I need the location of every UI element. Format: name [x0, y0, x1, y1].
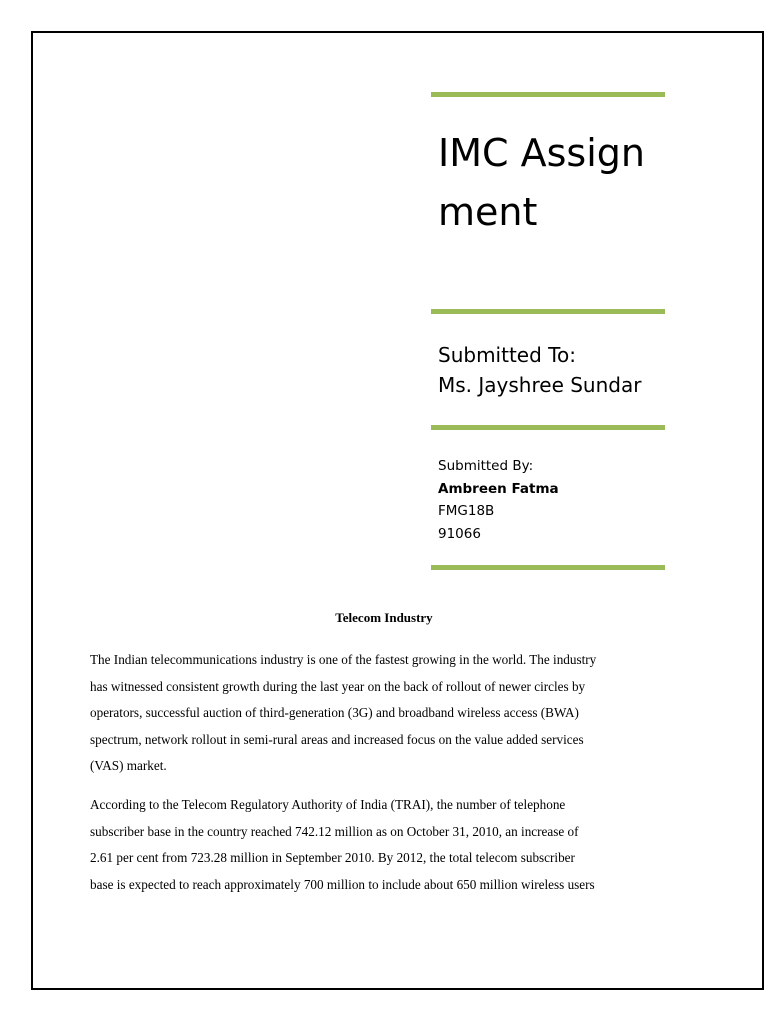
submitted-to-label: Submitted To: [438, 343, 576, 367]
submitted-by-label: Submitted By: [438, 458, 534, 474]
paragraph-1-line: The Indian telecommunications industry is one of the fastest growing in the world. The industry [90, 652, 597, 667]
paragraph-1-line: operators, successful auction of third-generation (3G) and broadband wireless access (BWA) [90, 705, 579, 721]
submitted-to-name: Ms. Jayshree Sundar [438, 373, 642, 397]
section-heading: Telecom Industry [335, 610, 433, 625]
submitted-to-block [438, 340, 668, 400]
green-rule-bottom [431, 565, 665, 570]
green-rule-3 [431, 425, 665, 430]
paragraph-2-line: According to the Telecom Regulatory Authority of India (TRAI), the number of telephone [90, 797, 566, 812]
paragraph-1-line: spectrum, network rollout in semi-rural areas and increased focus on the value added services [90, 731, 584, 747]
paragraph-1 [90, 647, 670, 780]
submitted-by-name: Ambreen Fatma [438, 480, 559, 497]
green-rule-top [431, 92, 665, 97]
document-title: IMC Assignment [438, 131, 645, 234]
paragraph-2-line: 2.61 per cent from 723.28 million in September 2010. By 2012, the total telecom subscriber [90, 850, 575, 866]
green-rule-2 [431, 309, 665, 314]
paragraph-2 [90, 792, 670, 898]
paragraph-1-line: (VAS) market. [90, 758, 167, 774]
paragraph-1-line: has witnessed consistent growth during the last year on the back of rollout of newer circles by [90, 678, 586, 694]
submitted-by-id: 91066 [438, 525, 481, 542]
paragraph-2-line: base is expected to reach approximately 700 million to include about 650 million wireless users [90, 876, 595, 892]
submitted-by-section: FMG18B [438, 503, 495, 519]
submitted-by-block [438, 455, 668, 545]
paragraph-2-line: subscriber base in the country reached 742.12 million as on October 31, 2010, an increase of [90, 823, 579, 839]
